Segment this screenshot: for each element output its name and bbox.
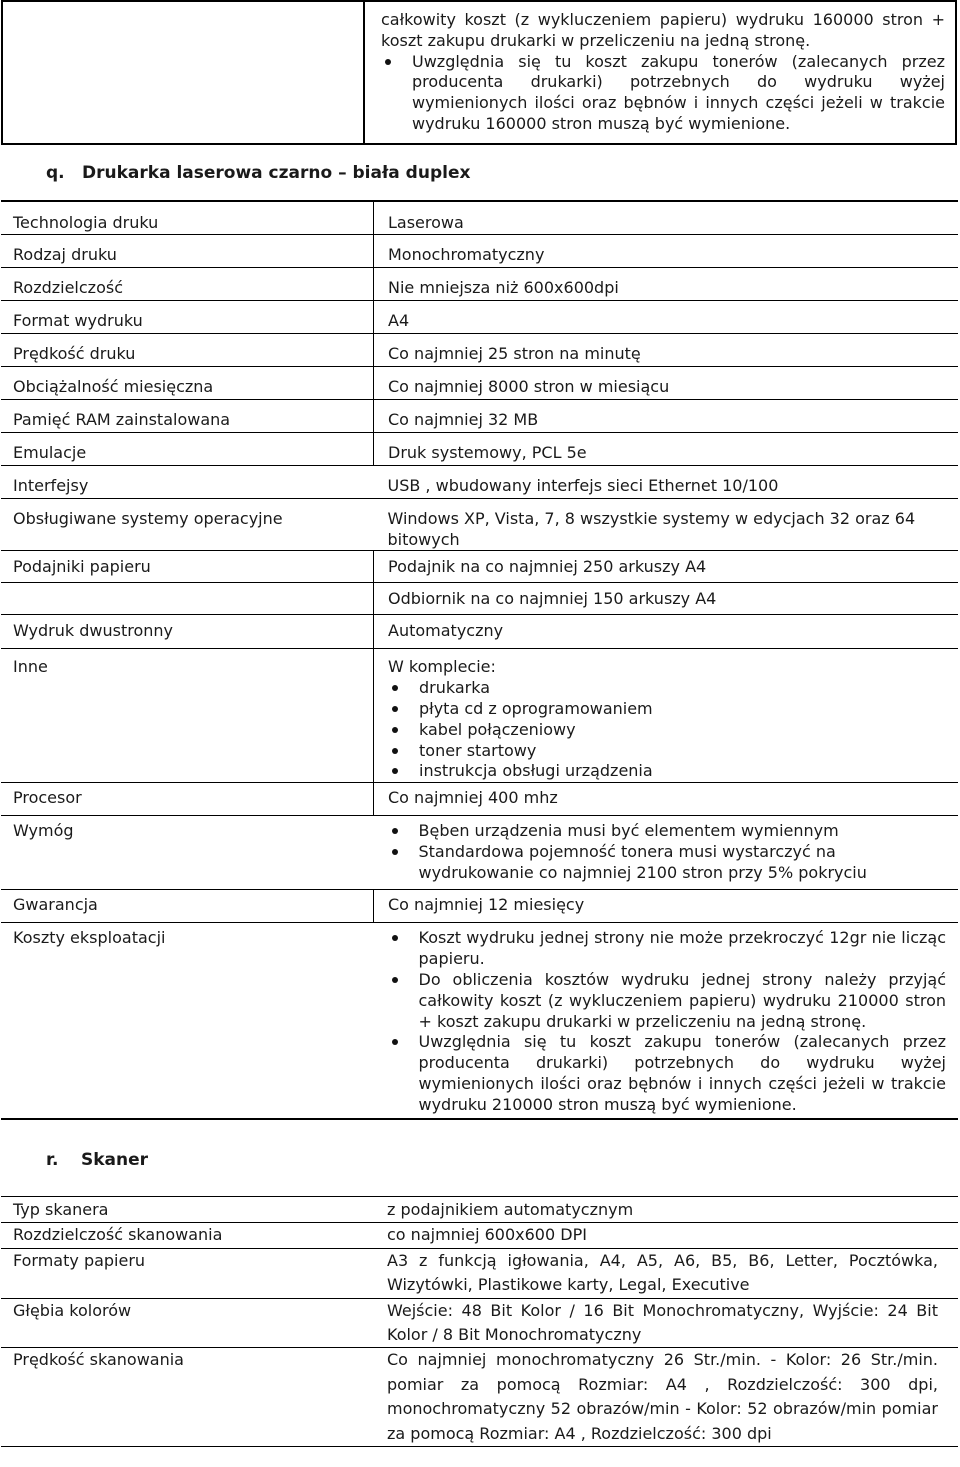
spec-value: Co najmniej monochromatyczny 26 Str./min. - Kolor: 26 Str./min. pomiar za pomocą Rozmiar: A4 , Rozdzielczość: 300 dpi, monochromatyczny 52 obrazów/min - Kolor: 52 obrazów/min pomiar za pomocą Rozmiar: A4 , Rozdzielczość: 300 dpi [373,1348,958,1447]
table-row [1,432,958,465]
spec-label: Rodzaj druku [1,234,374,267]
table-row [1,816,958,890]
spec-value: z podajnikiem automatycznym [373,1197,958,1223]
spec-value: Wejście: 48 Bit Kolor / 16 Bit Monochromatyczny, Wyjście: 24 Bit Kolor / 8 Bit Monochromatyczny [373,1298,958,1348]
spec-value: Co najmniej 32 MB [374,399,959,432]
cost-cell [364,1,956,144]
spec-label: Koszty eksploatacji [1,923,374,1119]
table-row [1,1223,958,1248]
spec-label: Wydruk dwustronny [1,615,374,649]
list-item: kabel połączeniowy [388,720,946,741]
spec-label: Interfejsy [1,465,374,498]
table-row [1,1348,958,1447]
spec-value: Windows XP, Vista, 7, 8 wszystkie systemy w edycjach 32 oraz 64 bitowych [374,498,959,551]
spec-label: Obsługiwane systemy operacyjne [1,498,374,551]
list-item: toner startowy [388,741,946,762]
list-item: Standardowa pojemność tonera musi wystarczyć na wydrukowanie co najmniej 2100 stron przy 5% pokryciu [388,842,947,884]
spec-value: Co najmniej 8000 stron w miesiącu [374,366,959,399]
table-row [1,300,958,333]
spec-label: Inne [1,649,374,783]
spec-label: Typ skanera [1,1197,373,1223]
spec-value: A4 [374,300,959,333]
cost-list [381,52,945,135]
section-heading-printer [46,163,470,183]
scanner-spec-table [1,1196,958,1447]
spec-label: Pamięć RAM zainstalowana [1,399,374,432]
table-row [1,267,958,300]
cost-list [388,928,947,1115]
spec-label: Prędkość druku [1,333,374,366]
empty-label-cell [2,1,364,144]
section-letter: q. [46,163,65,183]
continuation-text: całkowity koszt (z wykluczeniem papieru) wydruku 160000 stron + koszt zakupu drukarki w przeliczeniu na jedną stronę. [381,10,945,50]
printer-spec-table [1,200,958,1120]
table-row [1,583,958,615]
spec-label: Procesor [1,783,374,816]
table-row [1,234,958,267]
list-item: instrukcja obsługi urządzenia [388,761,946,782]
table-row [1,923,958,1119]
spec-value: Odbiornik na co najmniej 150 arkuszy A4 [374,583,959,615]
spec-value: Nie mniejsza niż 600x600dpi [374,267,959,300]
table-row [1,366,958,399]
table-row [1,1298,958,1348]
spec-value: Monochromatyczny [374,234,959,267]
spec-value: Co najmniej 25 stron na minutę [374,333,959,366]
spec-label: Obciążalność miesięczna [1,366,374,399]
spec-label: Głębia kolorów [1,1298,373,1348]
table-row [1,1197,958,1223]
table-row [2,1,956,144]
spec-label: Wymóg [1,816,374,890]
spec-label: Emulacje [1,432,374,465]
table-row [1,498,958,551]
spec-value [374,923,959,1119]
list-item: Koszt wydruku jednej strony nie może przekroczyć 12gr nie licząc papieru. [388,928,947,970]
table-row [1,333,958,366]
table-row [1,399,958,432]
table-row [1,890,958,923]
table-row [1,465,958,498]
section-heading-scanner [46,1150,148,1170]
spec-value [374,649,959,783]
spec-label: Podajniki papieru [1,551,374,583]
spec-label [1,583,374,615]
spec-label: Rozdzielczość [1,267,374,300]
spec-value: Co najmniej 400 mhz [374,783,959,816]
table-row [1,551,958,583]
spec-value: A3 z funkcją igłowania, A4, A5, A6, B5, B6, Letter, Pocztówka, Wizytówki, Plastikowe karty, Legal, Executive [373,1248,958,1298]
spec-value [374,816,959,890]
kit-list [388,678,946,782]
spec-label: Technologia druku [1,201,374,234]
spec-value: co najmniej 600x600 DPI [373,1223,958,1248]
spec-value: Druk systemowy, PCL 5e [374,432,959,465]
table-row [1,201,958,234]
list-item: drukarka [388,678,946,699]
list-item: Uwzględnia się tu koszt zakupu tonerów (zalecanych przez producenta drukarki) potrzebnych do wydruku wyżej wymienionych ilości oraz bębnów i innych części jeżeli w trakcie wydruku 210000 stron muszą być wymienione. [388,1032,947,1115]
spec-value: Automatyczny [374,615,959,649]
table-row [1,1248,958,1298]
list-item: Do obliczenia kosztów wydruku jednej strony należy przyjąć całkowity koszt (z wykluczeniem papieru) wydruku 210000 stron + koszt zakupu drukarki w przeliczeniu na jedną stronę. [388,970,947,1032]
spec-label: Gwarancja [1,890,374,923]
spec-value: Podajnik na co najmniej 250 arkuszy A4 [374,551,959,583]
kit-intro: W komplecie: [388,657,496,677]
section-letter: r. [46,1150,59,1170]
spec-value: Laserowa [374,201,959,234]
section-title: Skaner [81,1150,149,1170]
table-row [1,783,958,816]
requirement-list [388,821,947,883]
table-row [1,615,958,649]
list-item: Bęben urządzenia musi być elementem wymiennym [388,821,947,842]
spec-label: Format wydruku [1,300,374,333]
spec-label: Formaty papieru [1,1248,373,1298]
spec-value: Co najmniej 12 miesięcy [374,890,959,923]
section-title: Drukarka laserowa czarno – biała duplex [82,163,471,183]
spec-label: Prędkość skanowania [1,1348,373,1447]
table-row [1,649,958,783]
list-item: płyta cd z oprogramowaniem [388,699,946,720]
spec-value: USB , wbudowany interfejs sieci Ethernet 10/100 [374,465,959,498]
previous-spec-table-continuation [1,0,957,145]
list-item: Uwzględnia się tu koszt zakupu tonerów (zalecanych przez producenta drukarki) potrzebnych do wydruku wyżej wymienionych ilości oraz bębnów i innych części jeżeli w trakcie wydruku 160000 stron muszą być wymienione. [381,52,945,135]
spec-label: Rozdzielczość skanowania [1,1223,373,1248]
